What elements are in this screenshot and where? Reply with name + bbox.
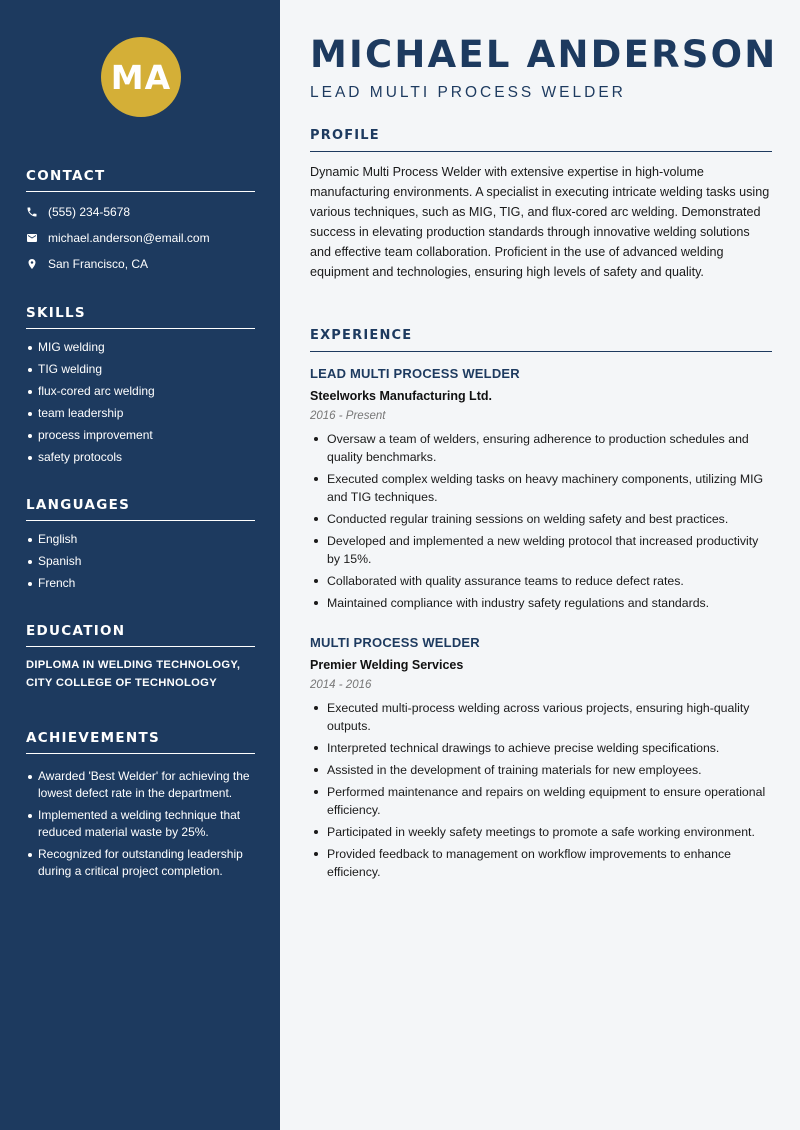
skill-item: MIG welding: [26, 339, 255, 361]
languages-section: [26, 497, 255, 597]
experience-section: [310, 328, 772, 352]
job-bullets: [310, 699, 772, 881]
achievement-item: Recognized for outstanding leadership during a critical project completion.: [26, 846, 255, 880]
achievements-list: [26, 768, 255, 880]
job-bullet: Provided feedback to management on workflow improvements to enhance efficiency.: [310, 845, 772, 881]
contact-section: [26, 168, 255, 277]
contact-heading: CONTACT: [26, 168, 255, 192]
job-bullet: Interpreted technical drawings to achieve precise welding specifications.: [310, 739, 772, 757]
email-text[interactable]: michael.anderson@email.com: [48, 231, 210, 245]
education-entry: [26, 656, 255, 692]
profile-heading: PROFILE: [310, 128, 772, 152]
skill-item: team leadership: [26, 405, 255, 427]
candidate-name: MICHAEL ANDERSON: [310, 33, 778, 76]
sidebar: [0, 0, 280, 1130]
avatar: MA: [101, 37, 181, 117]
job-bullets: [310, 430, 772, 612]
language-item: English: [26, 531, 255, 553]
job-bullet: Performed maintenance and repairs on welding equipment to ensure operational efficiency.: [310, 783, 772, 819]
contact-location: [26, 251, 255, 277]
skill-item: flux-cored arc welding: [26, 383, 255, 405]
job-title: LEAD MULTI PROCESS WELDER: [310, 366, 520, 381]
job-bullet: Maintained compliance with industry safety regulations and standards.: [310, 594, 772, 612]
job-company: Premier Welding Services: [310, 658, 464, 672]
skill-item: TIG welding: [26, 361, 255, 383]
contact-phone: [26, 199, 255, 225]
email-icon: [26, 232, 48, 244]
job-dates: 2014 - 2016: [310, 679, 372, 691]
job-bullet: Executed complex welding tasks on heavy machinery components, utilizing MIG and TIG techniques.: [310, 470, 772, 506]
phone-icon: [26, 206, 48, 218]
job-entry: [310, 635, 772, 885]
languages-list: [26, 531, 255, 597]
location-pin-icon: [26, 258, 48, 270]
job-title: MULTI PROCESS WELDER: [310, 635, 480, 650]
language-item: French: [26, 575, 255, 597]
achievements-section: [26, 730, 255, 885]
contact-email: [26, 225, 255, 251]
location-text: San Francisco, CA: [48, 257, 149, 271]
job-bullet: Oversaw a team of welders, ensuring adherence to production schedules and quality benchmarks.: [310, 430, 772, 466]
skills-heading: SKILLS: [26, 305, 255, 329]
job-bullet: Conducted regular training sessions on welding safety and best practices.: [310, 510, 772, 528]
profile-text: Dynamic Multi Process Welder with extensive expertise in high-volume manufacturing environments. A specialist in executing intricate welding tasks using various techniques, such as MIG, TIG, and flux-cored arc welding. Demonstrated success in elevating production standards through innovative welding solutions and effective team collaboration. Proficient in the use of advanced welding equipment and technologies, ensuring high levels of safety and quality.: [310, 165, 770, 280]
profile-section: [310, 128, 772, 283]
phone-text[interactable]: (555) 234-5678: [48, 205, 131, 219]
achievement-item: Awarded 'Best Welder' for achieving the lowest defect rate in the department.: [26, 768, 255, 802]
skills-section: [26, 305, 255, 471]
job-bullet: Collaborated with quality assurance teams to reduce defect rates.: [310, 572, 772, 590]
job-bullet: Developed and implemented a new welding protocol that increased productivity by 15%.: [310, 532, 772, 568]
job-entry: [310, 366, 772, 616]
skill-item: process improvement: [26, 427, 255, 449]
job-dates: 2016 - Present: [310, 410, 386, 422]
education-section: [26, 623, 255, 692]
language-item: Spanish: [26, 553, 255, 575]
achievements-heading: ACHIEVEMENTS: [26, 730, 255, 754]
achievement-item: Implemented a welding technique that reduced material waste by 25%.: [26, 807, 255, 841]
job-company: Steelworks Manufacturing Ltd.: [310, 389, 492, 403]
languages-heading: LANGUAGES: [26, 497, 255, 521]
education-school: CITY COLLEGE OF TECHNOLOGY: [26, 677, 217, 689]
job-bullet: Assisted in the development of training materials for new employees.: [310, 761, 772, 779]
candidate-title: LEAD MULTI PROCESS WELDER: [310, 84, 626, 101]
job-bullet: Participated in weekly safety meetings to promote a safe working environment.: [310, 823, 772, 841]
experience-heading: EXPERIENCE: [310, 328, 772, 352]
job-bullet: Executed multi-process welding across various projects, ensuring high-quality outputs.: [310, 699, 772, 735]
education-heading: EDUCATION: [26, 623, 255, 647]
education-degree: DIPLOMA IN WELDING TECHNOLOGY,: [26, 659, 241, 671]
skills-list: [26, 339, 255, 471]
skill-item: safety protocols: [26, 449, 255, 471]
